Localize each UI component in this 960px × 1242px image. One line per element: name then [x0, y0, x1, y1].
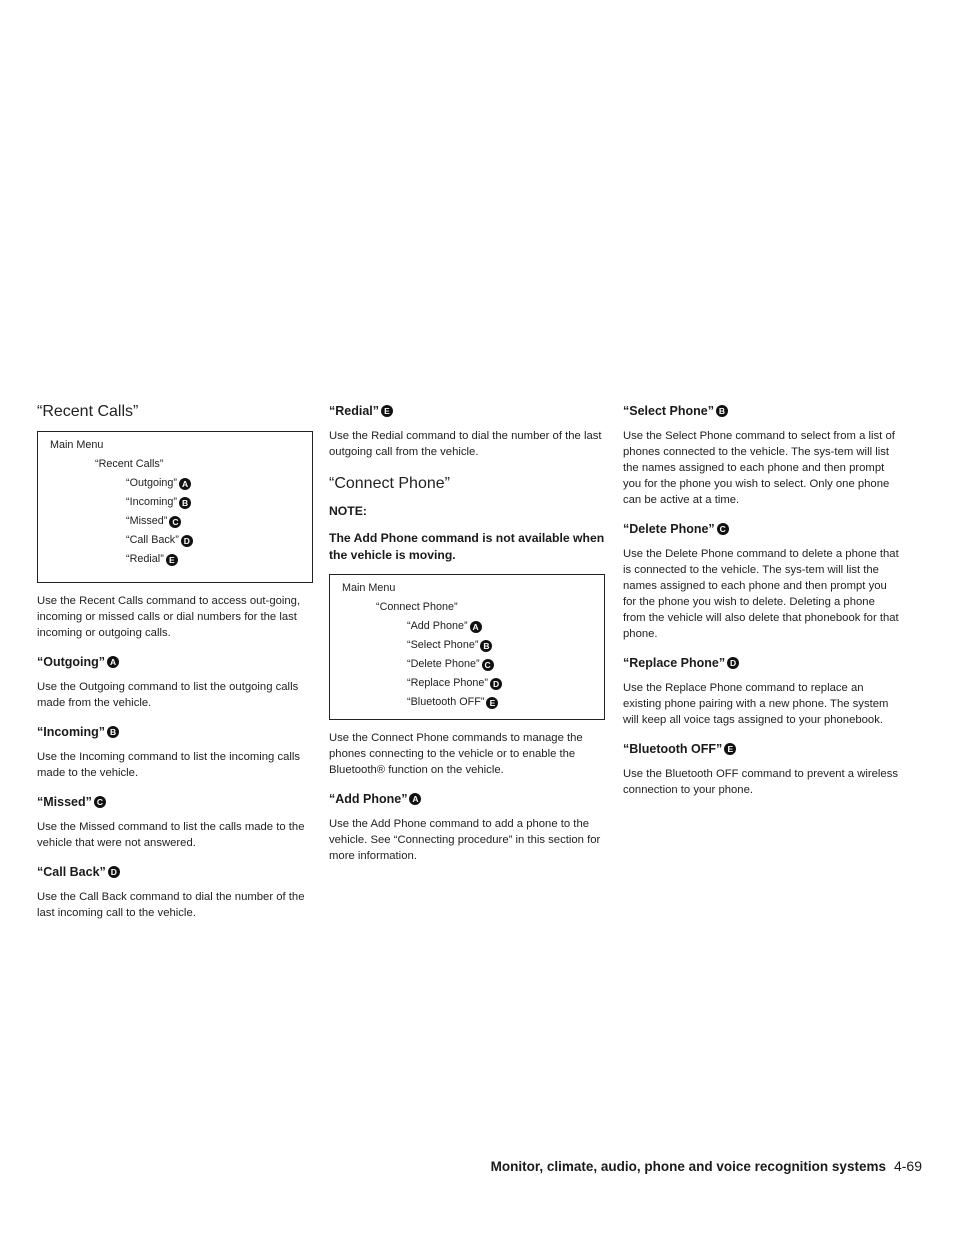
section-text: Use the Add Phone command to add a phone to the vehicle. See “Connecting procedure” in this section for more information. [329, 818, 601, 862]
menu-item [38, 474, 312, 493]
menu-parent [330, 598, 604, 617]
callout-badge-icon: C [94, 796, 106, 808]
connect-phone-intro: Use the Connect Phone commands to manage the phones connecting to the vehicle or to enable the Bluetooth® function on the vehicle. [329, 732, 583, 776]
section-title [37, 723, 313, 741]
menu-item [38, 493, 312, 512]
section-title-text: “Delete Phone” [623, 522, 715, 536]
callout-badge-icon: E [166, 554, 178, 566]
callout-badge-icon: C [169, 516, 181, 528]
menu-item-label: “Missed” [126, 515, 168, 527]
callout-badge-icon: C [717, 523, 729, 535]
section-text: Use the Redial command to dial the number of the last outgoing call from the vehicle. [329, 430, 602, 458]
section-text: Use the Outgoing command to list the outgoing calls made from the vehicle. [37, 681, 299, 709]
connect-phone-menu-tree [329, 574, 605, 720]
column-right [623, 402, 899, 798]
callout-badge-icon: E [486, 697, 498, 709]
callout-badge-icon: D [181, 535, 193, 547]
section-title [623, 520, 899, 538]
menu-item-label: “Add Phone” [407, 620, 468, 632]
callout-badge-icon: A [179, 478, 191, 490]
menu-root [330, 579, 604, 598]
recent-calls-heading: “Recent Calls” [37, 403, 139, 420]
menu-root [38, 436, 312, 455]
section-text: Use the Bluetooth OFF command to prevent a wireless connection to your phone. [623, 768, 899, 796]
section-title-text: “Add Phone” [329, 792, 408, 806]
page-number: 4-69 [893, 1158, 922, 1174]
footer-section-title: Monitor, climate, audio, phone and voice recognition systems [490, 1159, 886, 1174]
section-title [329, 402, 605, 420]
menu-item-label: “Incoming” [126, 496, 178, 508]
column-left [37, 402, 313, 921]
callout-badge-icon: D [727, 657, 739, 669]
menu-item [38, 512, 312, 531]
menu-item [330, 617, 604, 636]
section-title [37, 793, 313, 811]
section-text: Use the Missed command to list the calls made to the vehicle that were not answered. [37, 821, 305, 849]
recent-calls-intro: Use the Recent Calls command to access out-going, incoming or missed calls or dial numbers for the last incoming or outgoing calls. [37, 595, 301, 639]
section-title-text: “Replace Phone” [623, 656, 726, 670]
callout-badge-icon: E [381, 405, 393, 417]
callout-badge-icon: B [480, 640, 492, 652]
menu-parent-label: “Connect Phone” [376, 601, 458, 613]
connect-phone-heading: “Connect Phone” [329, 475, 450, 492]
section-title-text: “Redial” [329, 404, 380, 418]
section-title-text: “Bluetooth OFF” [623, 742, 723, 756]
menu-item [330, 674, 604, 693]
section-text: Use the Select Phone command to select from a list of phones connected to the vehicle. The sys-tem will list the names assigned to each phone and then prompt you for the phone you wish to select. Only one phone can be active at a time. [623, 430, 895, 506]
menu-parent-label: “Recent Calls” [95, 458, 164, 470]
callout-badge-icon: B [716, 405, 728, 417]
section-title-text: “Select Phone” [623, 404, 714, 418]
callout-badge-icon: D [108, 866, 120, 878]
note-label: NOTE: [329, 504, 367, 518]
section-title [37, 863, 313, 881]
section-title [329, 790, 605, 808]
callout-badge-icon: A [107, 656, 119, 668]
menu-item [330, 636, 604, 655]
section-title [623, 740, 899, 758]
callout-badge-icon: B [107, 726, 119, 738]
menu-item-label: “Bluetooth OFF” [407, 696, 485, 708]
section-title [623, 402, 899, 420]
section-title-text: “Missed” [37, 795, 92, 809]
section-text: Use the Delete Phone command to delete a phone that is connected to the vehicle. The sys-tem will list the names assigned to each phone and then prompt you for the phone you wish to delete. Deleting a phone from the vehicle will also delete that phonebook for that phone. [623, 548, 899, 640]
callout-badge-icon: E [724, 743, 736, 755]
section-title [623, 654, 899, 672]
menu-root-label: Main Menu [342, 582, 396, 594]
menu-item-label: “Outgoing” [126, 477, 178, 489]
menu-item-label: “Redial” [126, 553, 164, 565]
menu-item [38, 531, 312, 550]
section-title-text: “Incoming” [37, 725, 106, 739]
menu-item [330, 655, 604, 674]
recent-calls-menu-tree [37, 431, 313, 583]
menu-item-label: “Select Phone” [407, 639, 479, 651]
callout-badge-icon: A [409, 793, 421, 805]
section-text: Use the Call Back command to dial the number of the last incoming call to the vehicle. [37, 891, 305, 919]
section-text: Use the Replace Phone command to replace an existing phone pairing with a new phone. The system will keep all voice tags assigned to your phonebook. [623, 682, 889, 726]
note-text: The Add Phone command is not available when the vehicle is moving. [329, 531, 605, 562]
section-text: Use the Incoming command to list the incoming calls made to the vehicle. [37, 751, 301, 779]
page-footer [491, 1158, 922, 1174]
callout-badge-icon: C [482, 659, 494, 671]
section-title-text: “Call Back” [37, 865, 106, 879]
section-title [37, 653, 313, 671]
menu-item-label: “Replace Phone” [407, 677, 489, 689]
section-title-text: “Outgoing” [37, 655, 106, 669]
menu-item [330, 693, 604, 712]
callout-badge-icon: B [179, 497, 191, 509]
menu-item-label: “Call Back” [126, 534, 179, 546]
menu-item [38, 550, 312, 569]
column-middle [329, 402, 605, 864]
menu-item-label: “Delete Phone” [407, 658, 480, 670]
callout-badge-icon: A [470, 621, 482, 633]
menu-root-label: Main Menu [50, 439, 104, 451]
callout-badge-icon: D [490, 678, 502, 690]
menu-parent [38, 455, 312, 474]
